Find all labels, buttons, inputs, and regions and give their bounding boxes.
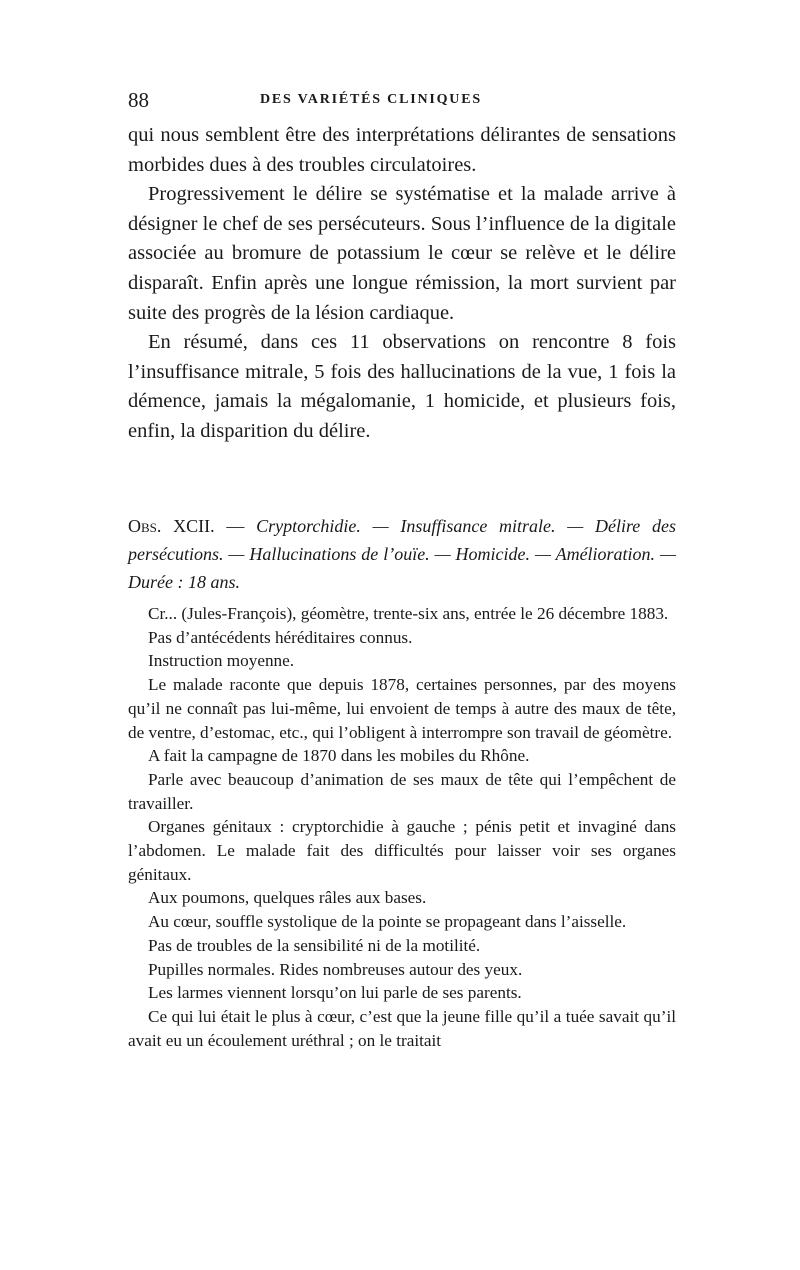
case-paragraph: A fait la campagne de 1870 dans les mobiles du Rhône. [148, 746, 530, 766]
page-number: 88 [128, 88, 149, 112]
observation-heading [128, 512, 676, 596]
page-header [120, 86, 676, 114]
case-paragraph: Pas d’antécédents héréditaires connus. [148, 627, 413, 647]
case-report [128, 602, 676, 1052]
case-paragraph: Pupilles normales. Rides nombreuses autour des yeux. [148, 959, 523, 979]
observation-label: Obs. XCII. — [128, 516, 245, 536]
case-paragraph: Cr... (Jules-François), géomètre, trente-six ans, entrée le 26 décembre 1883. [148, 604, 669, 623]
case-paragraph: Organes génitaux : cryptorchidie à gauche ; pénis petit et invaginé dans l’abdomen. Le malade fait des difficultés pour laisser voir ses organes génitaux. [128, 817, 676, 884]
paragraph-summary: En résumé, dans ces 11 observations on rencontre 8 fois l’insuffisance mitrale, 5 fois des hallucinations de la vue, 1 fois la démence, jamais la mégalomanie, 1 homicide, et plusieurs fois, enfin, la disparition du délire. [128, 331, 676, 442]
case-paragraph: Les larmes viennent lorsqu’on lui parle de ses parents. [148, 983, 522, 1003]
book-page [120, 0, 676, 1270]
case-paragraph: Aux poumons, quelques râles aux bases. [148, 888, 427, 908]
case-paragraph: Ce qui lui était le plus à cœur, c’est que la jeune fille qu’il a tuée savait qu’il avait eu un écoulement uréthral ; on le traitait [128, 1006, 676, 1050]
paragraph-continuation: qui nous semblent être des interprétations délirantes de sensations morbides dues à des troubles circulatoires. [128, 124, 676, 176]
running-title: DES VARIÉTÉS CLINIQUES [260, 92, 482, 107]
case-paragraph: Au cœur, souffle systolique de la pointe se propageant dans l’aisselle. [148, 912, 627, 932]
body-text [128, 121, 676, 447]
case-paragraph: Parle avec beaucoup d’animation de ses maux de tête qui l’empêchent de travailler. [128, 769, 676, 813]
case-paragraph: Le malade raconte que depuis 1878, certaines personnes, par des moyens qu’il ne connaît pas lui-même, lui envoient de temps à autre des maux de tête, de ventre, d’estomac, etc., qui l’obligent à interrompre son travail de géomètre. [128, 675, 676, 742]
case-paragraph: Instruction moyenne. [148, 651, 295, 671]
observation-title: Cryptorchidie. — Insuffisance mitrale. — Délire des persécutions. — Hallucinations de l’ouïe. — Homicide. — Amélioration. — Durée : 18 ans. [128, 516, 676, 592]
paragraph-progression: Progressivement le délire se systématise et la malade arrive à désigner le chef de ses persécuteurs. Sous l’influence de la digitale associée au bromure de potassium le cœur se relève et le délire disparaît. Enfin après une longue rémission, la mort survient par suite des progrès de la lésion cardiaque. [128, 183, 676, 324]
case-paragraph: Pas de troubles de la sensibilité ni de la motilité. [148, 935, 481, 955]
